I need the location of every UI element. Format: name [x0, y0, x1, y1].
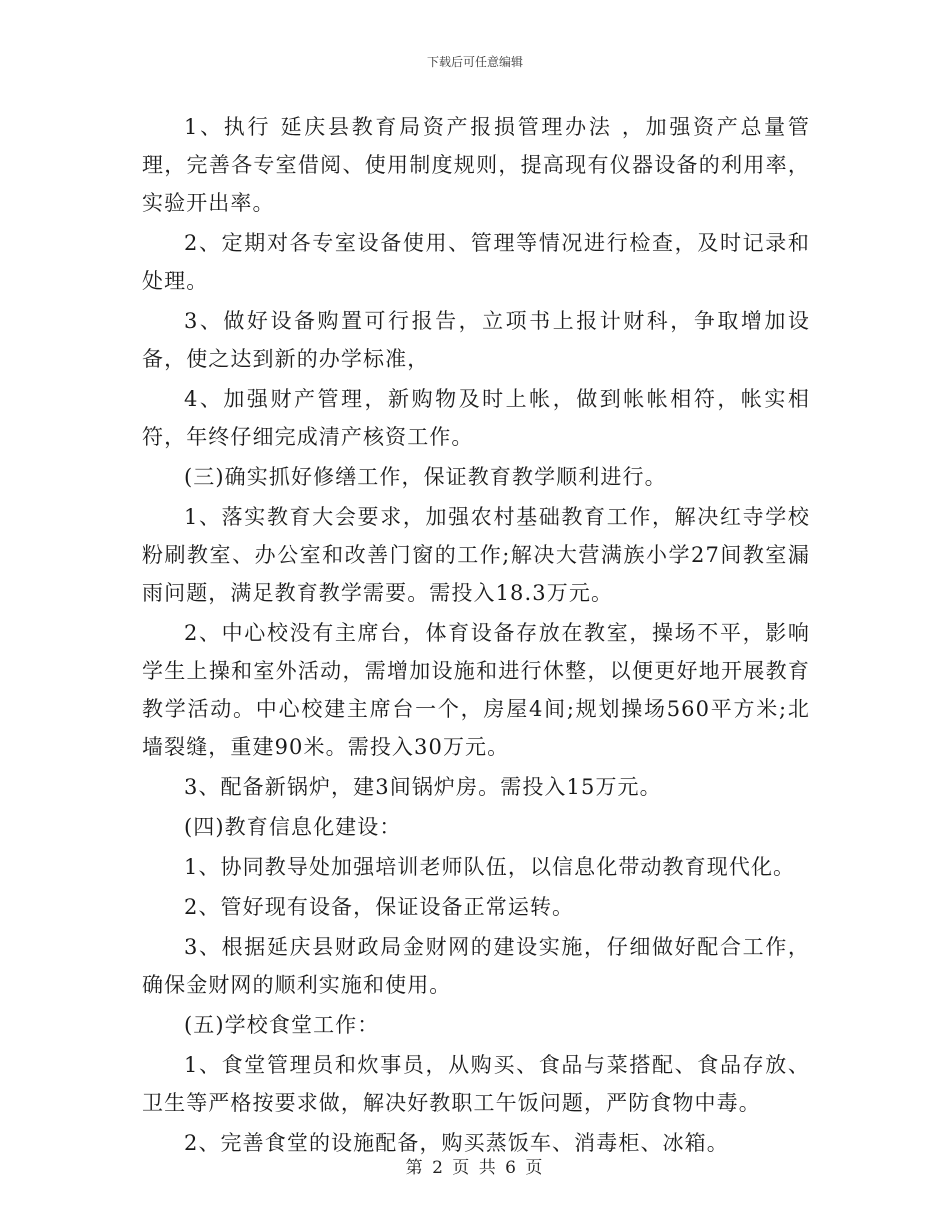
paragraph: 2、定期对各专室设备使用、管理等情况进行检查，及时记录和处理。 — [142, 231, 810, 293]
paragraph: 1、协同教导处加强培训老师队伍，以信息化带动教育现代化。 — [184, 855, 796, 879]
paragraph: 1、执行 延庆县教育局资产报损管理办法 ，加强资产总量管理，完善各专室借阅、使用制度规则，提高现有仪器设备的利用率，实验开出率。 — [142, 115, 810, 215]
paragraph: 3、根据延庆县财政局金财网的建设实施，仔细做好配合工作，确保金财网的顺利实施和使用。 — [142, 935, 810, 997]
paragraph: 3、做好设备购置可行报告，立项书上报计财科，争取增加设备，使之达到新的办学标准， — [142, 309, 810, 371]
paragraph: 1、食堂管理员和炊事员，从购买、食品与菜搭配、食品存放、卫生等严格按要求做，解决好教职工午饭问题，严防食物中毒。 — [142, 1053, 810, 1115]
section-heading: (五)学校食堂工作： — [184, 1013, 380, 1037]
paragraph: 4、加强财产管理，新购物及时上帐，做到帐帐相符，帐实相符，年终仔细完成清产核资工作。 — [142, 387, 810, 449]
paragraph: 1、落实教育大会要求，加强农村基础教育工作，解决红寺学校粉刷教室、办公室和改善门窗的工作;解决大营满族小学27间教室漏雨问题，满足教育教学需要。需投入18.3万元。 — [142, 505, 810, 605]
section-heading: (三)确实抓好修缮工作，保证教育教学顺利进行。 — [184, 465, 667, 489]
paragraph: 3、配备新锅炉，建3间锅炉房。需投入15万元。 — [184, 775, 662, 799]
section-heading: (四)教育信息化建设： — [184, 815, 402, 839]
page-header-note: 下载后可任意编辑 — [426, 55, 523, 69]
paragraph: 2、管好现有设备，保证设备正常运转。 — [184, 895, 575, 919]
paragraph: 2、中心校没有主席台，体育设备存放在教室，操场不平，影响学生上操和室外活动，需增加设施和进行休整，以便更好地开展教育教学活动。中心校建主席台一个，房屋4间;规划操场560平方米;北墙裂缝，重建90米。需投入30万元。 — [142, 621, 810, 759]
page-number-footer: 第 2 页 共 6 页 — [405, 1158, 545, 1178]
paragraph: 2、完善食堂的设施配备，购买蒸饭车、消毒柜、冰箱。 — [184, 1131, 729, 1155]
document-body — [142, 108, 810, 1164]
